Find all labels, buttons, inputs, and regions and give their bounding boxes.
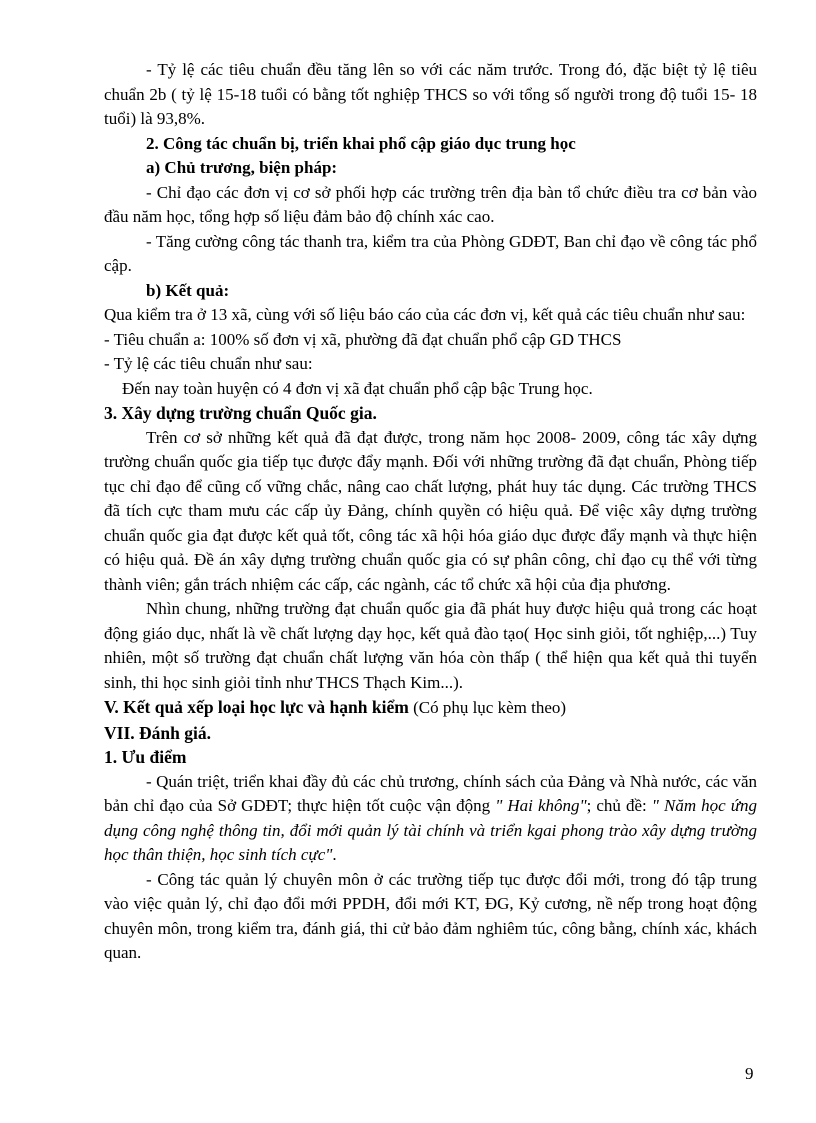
paragraph-national-schools: Trên cơ sở những kết quả đã đạt được, trong năm học 2008- 2009, công tác xây dựng trường chuẩn quốc gia tiếp tục được đẩy mạnh. Đối với những trường đã đạt chuẩn, Phòng tiếp tục chỉ đạo để cũng cố vững chắc, nâng cao chất lượng, phát huy tác dụng. Các trường THCS đã tích cực tham mưu các cấp ủy Đảng, chính quyền có hiệu quả. Để việc xây dựng trường chuẩn quốc gia đạt được kết quả tốt, công tác xã hội hóa giáo dục được đẩy mạnh và thực hiện có hiệu quả. Đề án xây dựng trường chuẩn quốc gia có sự phân công, chỉ đạo cụ thể với từng thành viên; gắn trách nhiệm các cấp, các ngành, các tổ chức xã hội của địa phương. bbox=[104, 427, 757, 594]
paragraph-inspection: - Tăng cường công tác thanh tra, kiểm tra của Phòng GDĐT, Ban chỉ đạo về công tác phổ cập. bbox=[104, 231, 757, 275]
paragraph-standard-rates: - Tỷ lệ các tiêu chuẩn như sau: bbox=[104, 354, 313, 373]
document-page bbox=[104, 58, 757, 966]
heading-section-2: 2. Công tác chuẩn bị, triển khai phổ cập giáo dục trung học bbox=[146, 133, 576, 153]
heading-section-2b: b) Kết quả: bbox=[146, 280, 230, 300]
paragraph-policies-text: - Quán triệt, triển khai đầy đủ các chủ trương, chính sách của Đảng và Nhà nước, các văn bản chỉ đạo của Sở GDĐT; thực hiện tốt cuộc vận động bbox=[104, 771, 757, 815]
paragraph-policies bbox=[104, 770, 757, 868]
paragraph-professional-management: - Công tác quản lý chuyên môn ở các trường tiếp tục được đổi mới, trong đó tập trung vào việc quản lý, chỉ đạo đổi mới PPDH, đổi mới KT, ĐG, Kỷ cương, nề nếp trong hoạt động chuyên môn, trong kiểm tra, đánh giá, thi cử bảo đảm nghiêm túc, công bằng, chính xác, khách quan. bbox=[104, 869, 757, 962]
heading-section-3: 3. Xây dựng trường chuẩn Quốc gia. bbox=[104, 403, 377, 423]
heading-section-VII-1: 1. Ưu điểm bbox=[104, 747, 187, 767]
heading-section-V-title: V. Kết quả xếp loại học lực và hạnh kiểm bbox=[104, 697, 409, 717]
heading-section-VII: VII. Đánh giá. bbox=[104, 722, 211, 743]
paragraph-overall: Nhìn chung, những trường đạt chuẩn quốc gia đã phát huy được hiệu quả trong các hoạt động giáo dục, nhất là về chất lượng dạy học, kết quả đào tạo( Học sinh giỏi, tốt nghiệp,...) Tuy nhiên, một số trường đạt chuẩn chất lượng văn hóa còn thấp ( thể hiện qua kết quả thi tuyển sinh, thi học sinh giỏi tỉnh như THCS Thạch Kim...). bbox=[104, 599, 757, 692]
heading-section-V-note: (Có phụ lục kèm theo) bbox=[408, 698, 567, 717]
campaign-name: " Hai không" bbox=[495, 796, 587, 815]
heading-section-V bbox=[104, 695, 757, 721]
heading-section-2a: a) Chủ trương, biện pháp: bbox=[146, 158, 338, 177]
paragraph-inspection-result: Qua kiểm tra ở 13 xã, cùng với số liệu báo cáo của các đơn vị, kết quả các tiêu chuẩn như sau: bbox=[104, 305, 746, 324]
page-number: 9 bbox=[745, 1064, 754, 1083]
paragraph-district-units: Đến nay toàn huyện có 4 đơn vị xã đạt chuẩn phổ cập bậc Trung học. bbox=[122, 378, 593, 398]
paragraph-standards-rate: - Tỷ lệ các tiêu chuẩn đều tăng lên so với các năm trước. Trong đó, đặc biệt tỷ lệ tiêu chuẩn 2b ( tỷ lệ 15-18 tuổi có bằng tốt nghiệp THCS so với tổng số người trong độ tuổi 15- 18 tuổi) là 93,8%. bbox=[104, 60, 757, 128]
school-year-theme: " Năm học ứng dụng công nghệ thông tin, đổi mới quản lý tài chính và triển kgai phong trào xây dựng trường học thân thiện, học sinh tích cực" bbox=[104, 796, 757, 864]
paragraph-policies-end: . bbox=[332, 845, 337, 864]
paragraph-standard-a: - Tiêu chuẩn a: 100% số đơn vị xã, phường đã đạt chuẩn phổ cập GD THCS bbox=[104, 329, 622, 349]
paragraph-direct-units: - Chỉ đạo các đơn vị cơ sở phối hợp các trường trên địa bàn tổ chức điều tra cơ bản vào đầu năm học, tổng hợp số liệu đảm bảo độ chính xác cao. bbox=[104, 182, 757, 226]
paragraph-policies-theme-label: ; chủ đề: bbox=[586, 796, 652, 815]
